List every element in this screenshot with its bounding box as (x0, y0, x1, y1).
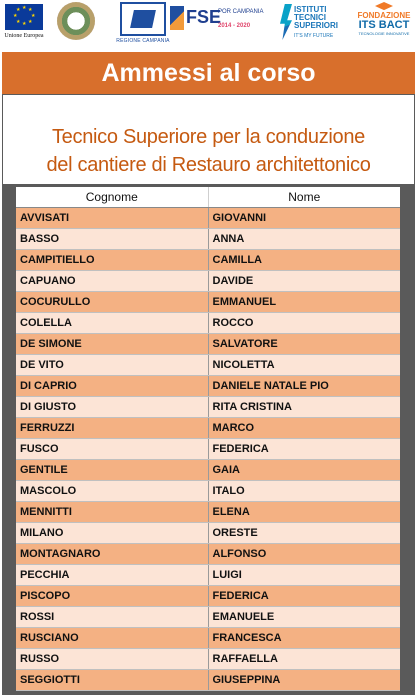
cell-cognome: COLELLA (16, 312, 208, 333)
cell-cognome: MENNITTI (16, 501, 208, 522)
cell-cognome: RUSCIANO (16, 627, 208, 648)
table-row (16, 375, 400, 396)
cell-nome: SALVATORE (208, 333, 400, 354)
cell-cognome: DE VITO (16, 354, 208, 375)
subtitle-line-2: del cantiere di Restauro architettonico (46, 154, 371, 176)
admitted-table-wrapper (16, 187, 400, 691)
cell-nome: DANIELE NATALE PIO (208, 375, 400, 396)
campania-caption: REGIONE CAMPANIA (116, 38, 170, 44)
cell-cognome: BASSO (16, 228, 208, 249)
cell-nome: MARCO (208, 417, 400, 438)
eu-flag-icon (2, 2, 46, 39)
cell-nome: LUIGI (208, 564, 400, 585)
column-header-nome: Nome (208, 187, 400, 207)
table-row (16, 270, 400, 291)
cell-cognome: PECCHIA (16, 564, 208, 585)
table-row (16, 585, 400, 606)
table-header-row (16, 187, 400, 207)
table-row (16, 564, 400, 585)
subtitle-line-1: Tecnico Superiore per la conduzione (51, 126, 366, 148)
cell-nome: GIUSEPPINA (208, 669, 400, 690)
table-row (16, 459, 400, 480)
cell-cognome: FERRUZZI (16, 417, 208, 438)
fse-years: 2014 - 2020 (218, 23, 251, 29)
its-line-3: SUPERIORI (294, 21, 339, 30)
table-row (16, 438, 400, 459)
cell-cognome: DE SIMONE (16, 333, 208, 354)
its-line-1: ISTITUTI (294, 5, 327, 14)
cell-cognome: RUSSO (16, 648, 208, 669)
cell-cognome: PISCOPO (16, 585, 208, 606)
table-row (16, 291, 400, 312)
cell-nome: ALFONSO (208, 543, 400, 564)
bact-line-1: FONDAZIONE (357, 11, 411, 20)
cell-cognome: FUSCO (16, 438, 208, 459)
table-row (16, 501, 400, 522)
cell-nome: FEDERICA (208, 438, 400, 459)
cell-cognome: MASCOLO (16, 480, 208, 501)
cell-nome: NICOLETTA (208, 354, 400, 375)
cell-nome: RITA CRISTINA (208, 396, 400, 417)
table-row (16, 606, 400, 627)
cell-nome: GIOVANNI (208, 207, 400, 228)
cell-cognome: COCURULLO (16, 291, 208, 312)
table-row (16, 333, 400, 354)
table-row (16, 228, 400, 249)
table-row (16, 207, 400, 228)
eu-caption: Unione Europea (4, 33, 44, 39)
cell-cognome: DI CAPRIO (16, 375, 208, 396)
table-row (16, 627, 400, 648)
cell-cognome: MONTAGNARO (16, 543, 208, 564)
cell-cognome: DI GIUSTO (16, 396, 208, 417)
table-row (16, 543, 400, 564)
cell-cognome: CAPUANO (16, 270, 208, 291)
cell-nome: ROCCO (208, 312, 400, 333)
cell-cognome: MILANO (16, 522, 208, 543)
cell-nome: DAVIDE (208, 270, 400, 291)
fse-title: FSE (186, 7, 222, 27)
logo-bar (0, 0, 419, 50)
table-row (16, 417, 400, 438)
column-header-cognome: Cognome (16, 187, 208, 207)
table-row (16, 522, 400, 543)
fse-logo-icon (170, 6, 262, 30)
cell-nome: RAFFAELLA (208, 648, 400, 669)
cell-nome: ANNA (208, 228, 400, 249)
its-tagline: IT'S MY FUTURE (294, 33, 334, 39)
table-row (16, 249, 400, 270)
bact-line-3: TECNOLOGIE INNOVATIVE (358, 31, 410, 36)
cell-cognome: CAMPITIELLO (16, 249, 208, 270)
cell-nome: EMMANUEL (208, 291, 400, 312)
admitted-table (16, 187, 400, 691)
cell-nome: ELENA (208, 501, 400, 522)
cell-cognome: GENTILE (16, 459, 208, 480)
its-bact-logo-icon (350, 2, 418, 36)
title-banner (2, 52, 415, 94)
cell-nome: ITALO (208, 480, 400, 501)
cell-cognome: SEGGIOTTI (16, 669, 208, 690)
cell-cognome: ROSSI (16, 606, 208, 627)
cell-nome: CAMILLA (208, 249, 400, 270)
fse-subtitle: POR CAMPANIA (218, 9, 264, 15)
italian-republic-emblem-icon (55, 2, 97, 40)
page-title: Ammessi al corso (101, 58, 316, 87)
table-row (16, 312, 400, 333)
regione-campania-logo-icon (113, 2, 173, 44)
cell-nome: GAIA (208, 459, 400, 480)
eu-flag: ★ ★ ★ ★ ★ ★ ★ ★ (5, 4, 43, 30)
cell-nome: EMANUELE (208, 606, 400, 627)
table-row (16, 354, 400, 375)
cell-nome: FEDERICA (208, 585, 400, 606)
its-line-2: TECNICI (294, 13, 326, 22)
table-row (16, 648, 400, 669)
cell-nome: ORESTE (208, 522, 400, 543)
cell-cognome: AVVISATI (16, 207, 208, 228)
table-row (16, 396, 400, 417)
bact-line-2: ITS BACT (358, 19, 410, 31)
cell-nome: FRANCESCA (208, 627, 400, 648)
table-row (16, 480, 400, 501)
course-subtitle (3, 95, 414, 184)
table-row (16, 669, 400, 690)
